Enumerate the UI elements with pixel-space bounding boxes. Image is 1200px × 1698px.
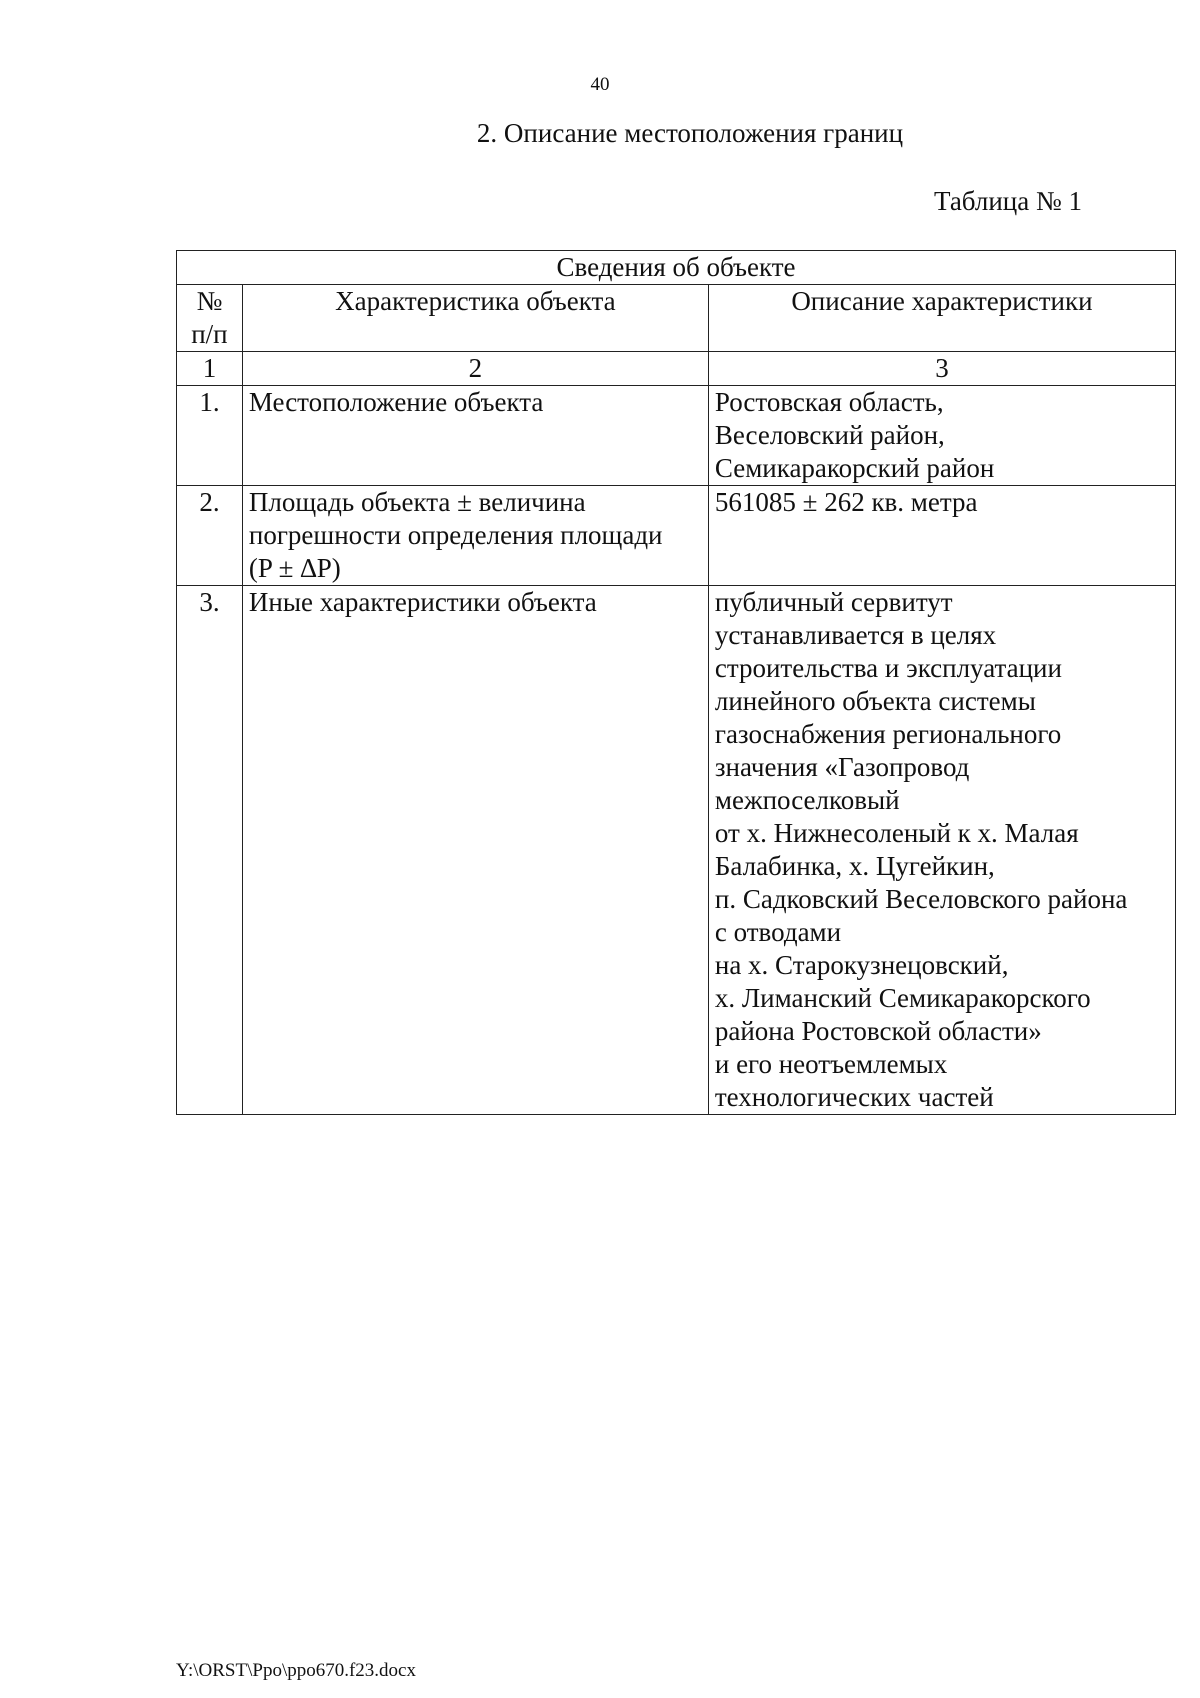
description-line: Балабинка, х. Цугейкин, <box>714 851 995 881</box>
characteristic-line: Иные характеристики объекта <box>248 587 597 617</box>
row-characteristic <box>242 486 708 586</box>
description-line: строительства и эксплуатации <box>714 653 1062 683</box>
description-line: линейного объекта системы <box>714 686 1036 716</box>
description-line: технологических частей <box>714 1082 994 1112</box>
description-line: Семикаракорский район <box>714 453 995 483</box>
page-number: 40 <box>590 74 610 95</box>
column-number-2: 2 <box>242 352 708 386</box>
description-line: 561085 ± 262 кв. метра <box>714 487 978 517</box>
header-num: № п/п <box>177 285 243 352</box>
characteristic-line: (P ± ∆P) <box>248 553 341 583</box>
footer-file-path: Y:\ORST\Ppo\ppo670.f23.docx <box>176 1660 416 1681</box>
description-line: значения «Газопровод <box>714 752 970 782</box>
row-description <box>708 486 1175 586</box>
table-header-row <box>177 285 1176 352</box>
header-characteristic: Характеристика объекта <box>242 285 708 352</box>
description-line: п. Садковский Веселовского района <box>714 884 1128 914</box>
row-characteristic <box>242 586 708 1115</box>
section-title: 2. Описание местоположения границ <box>476 118 904 148</box>
description-line: района Ростовской области» <box>714 1016 1042 1046</box>
description-line: на х. Старокузнецовский, <box>714 950 1009 980</box>
table-title-row <box>177 251 1176 285</box>
description-line: х. Лиманский Семикаракорского <box>714 983 1091 1013</box>
column-numbers-row <box>177 352 1176 386</box>
characteristic-line: Местоположение объекта <box>248 387 544 417</box>
row-characteristic <box>242 386 708 486</box>
column-number-1: 1 <box>177 352 243 386</box>
description-line: межпоселковый <box>714 785 900 815</box>
description-line: газоснабжения регионального <box>714 719 1062 749</box>
description-line: устанавливается в целях <box>714 620 997 650</box>
description-line: публичный сервитут <box>714 587 953 617</box>
description-line: Ростовская область, <box>714 387 944 417</box>
table-title: Сведения об объекте <box>177 251 1176 285</box>
column-number-3: 3 <box>708 352 1175 386</box>
header-description: Описание характеристики <box>708 285 1175 352</box>
characteristic-line: Площадь объекта ± величина <box>248 487 586 517</box>
table-caption: Таблица № 1 <box>934 186 1082 216</box>
row-number: 3. <box>177 586 243 1115</box>
row-number: 1. <box>177 386 243 486</box>
description-line: и его неотъемлемых <box>714 1049 948 1079</box>
description-line: Веселовский район, <box>714 420 945 450</box>
description-line: с отводами <box>714 917 842 947</box>
table-row <box>177 486 1176 586</box>
object-info-table <box>176 250 1176 1115</box>
row-number: 2. <box>177 486 243 586</box>
characteristic-line: погрешности определения площади <box>248 520 663 550</box>
row-description <box>708 586 1175 1115</box>
table-row <box>177 586 1176 1115</box>
row-description <box>708 386 1175 486</box>
description-line: от х. Нижнесоленый к х. Малая <box>714 818 1079 848</box>
table-row <box>177 386 1176 486</box>
